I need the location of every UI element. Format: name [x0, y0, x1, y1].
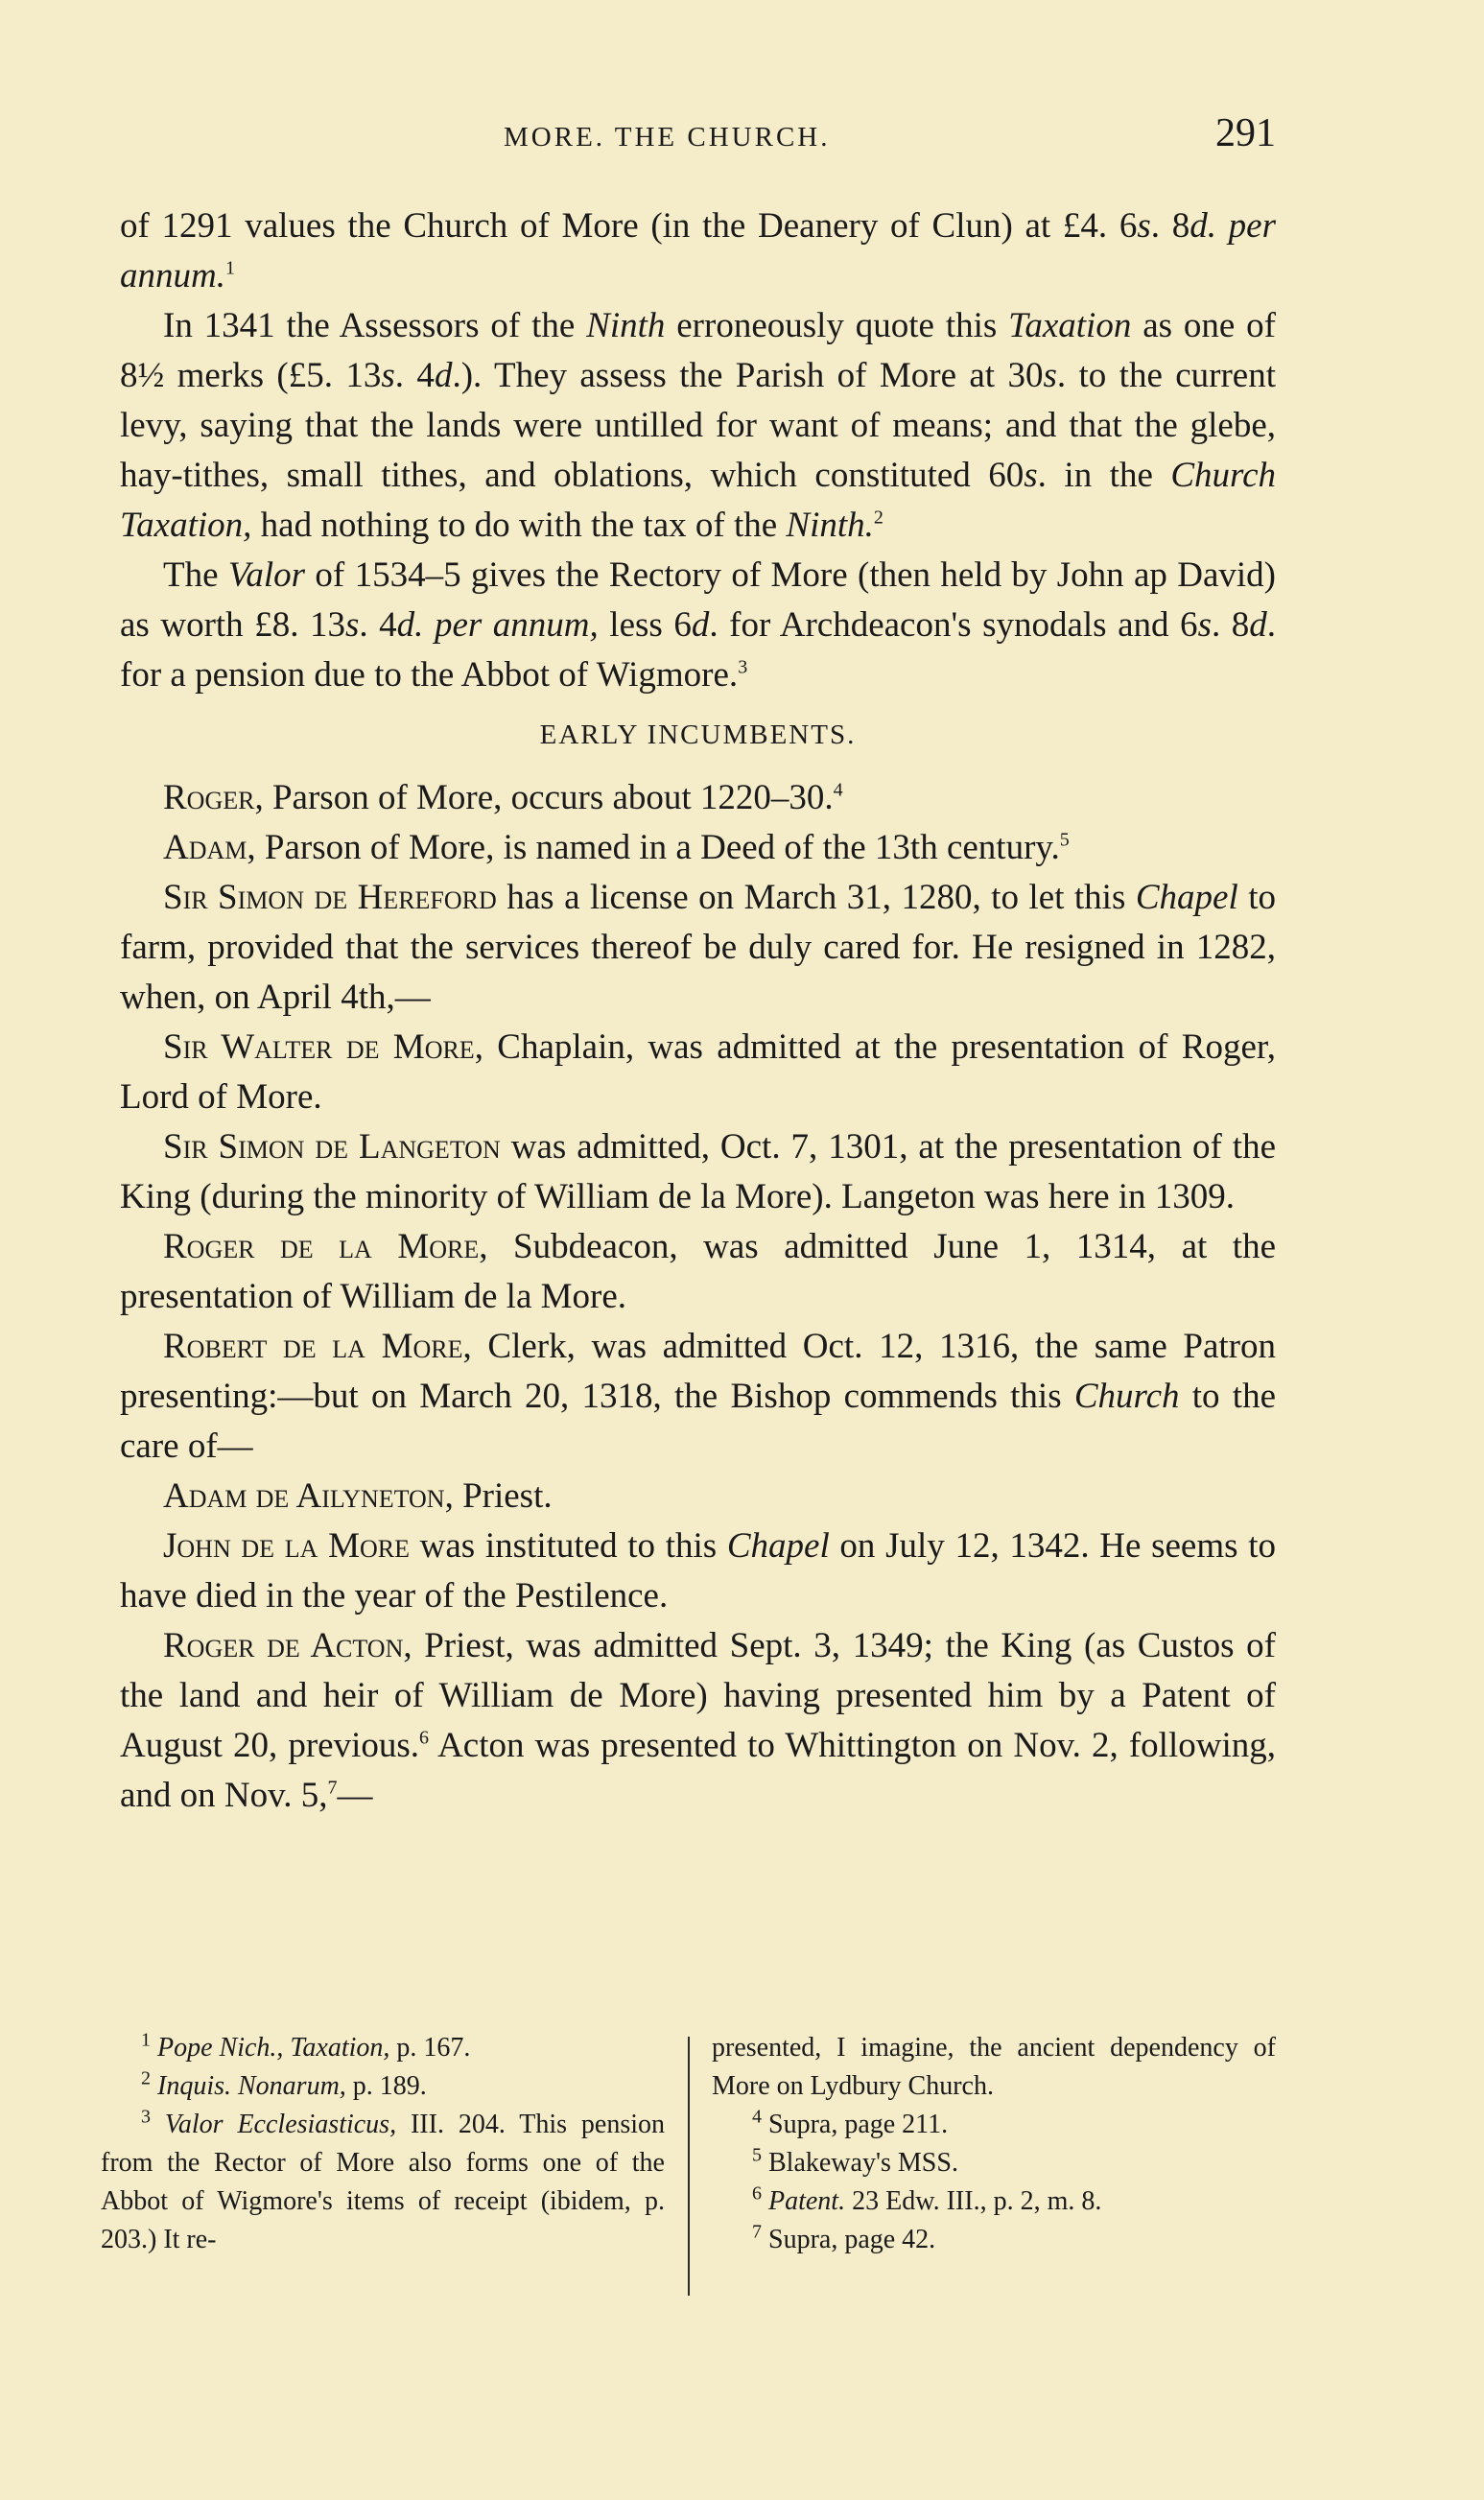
incumbent-entry: Roger, Parson of More, occurs about 1220–30.$^4$ — [163, 778, 843, 817]
running-title: MORE. THE CHURCH. — [504, 122, 831, 153]
incumbent-entry: Roger de Acton, Priest, was admitted Sept. 3, 1349; the King (as Custos of the land and heir of William de More) having presented him by a Patent of August 20, previous.$^6$ Acton was presented to Whittington on Nov. 2, following, and on Nov. 5,$^7$— — [120, 1626, 1276, 1815]
paragraph-taxation: of 1291 values the Church of More (in the Deanery of Clun) at £4. 6s. 8d. per annum.$^1$ — [120, 206, 1277, 295]
footnote-3-continued: presented, I imagine, the ancient dependency of More on Lydbury Church. — [712, 2033, 1276, 2101]
footnote-ref: 5 — [1059, 829, 1070, 851]
incumbent-entry: Roger de la More, Subdeacon, was admitted June 1, 1314, at the presentation of William de la More. — [120, 1227, 1277, 1316]
footnote-1: $^1$ Pope Nich., Taxation, p. 167. — [141, 2029, 471, 2063]
footnote-4: $^4$ Supra, page 211. — [752, 2106, 949, 2139]
footnote-3: $^3$ Valor Ecclesiasticus, III. 204. This pension from the Rector of More also forms one of the Abbot of Wigmore's items of receipt (ibidem, p. 203.) It re- — [101, 2106, 665, 2254]
paragraph-ninth: In 1341 the Assessors of the Ninth erroneously quote this Taxation as one of 8½ merks (£5. 13s. 4d.). They assess the Parish of More at 30s. to the current levy, saying that the lands were untilled for want of means; and that the glebe, hay-tithes, small tithes, and oblations, which constituted 60s. in the Church Taxation, had nothing to do with the tax of the Ninth.$^2$ — [120, 306, 1277, 545]
incumbent-name: John de la More — [163, 1526, 410, 1566]
incumbent-name: Roger, — [163, 778, 264, 817]
footnote-ref: 2 — [873, 507, 883, 529]
footnote-ref: 3 — [738, 656, 748, 678]
page-number: 291 — [1215, 111, 1276, 155]
footnote-7: $^7$ Supra, page 42. — [752, 2221, 936, 2254]
incumbent-entry: Adam de Ailyneton, Priest. — [163, 1476, 553, 1516]
incumbent-name: Robert de la More, — [163, 1327, 472, 1366]
footnote-column-divider — [688, 2037, 690, 2296]
footnote-6: $^6$ Patent. 23 Edw. III., p. 2, m. 8. — [752, 2182, 1102, 2216]
paragraph-valor: The Valor of 1534–5 gives the Rectory of More (then held by John ap David) as worth £8. 13s. 4d. per annum, less 6d. for Archdeacon's synodals and 6s. 8d. for a pension due to the Abbot of Wigmore.$^3$ — [120, 555, 1276, 695]
footnote-ref: 7 — [327, 1777, 338, 1799]
section-heading: EARLY INCUMBENTS. — [539, 719, 857, 750]
incumbent-entry: Sir Simon de Hereford has a license on March 31, 1280, to let this Chapel to farm, provided that the services thereof be duly cared for. He resigned in 1282, when, on April 4th,— — [120, 878, 1276, 1017]
running-head — [120, 110, 1276, 158]
incumbent-entry: Sir Walter de More, Chaplain, was admitted at the presentation of Roger, Lord of More. — [120, 1027, 1277, 1117]
incumbent-entry: Robert de la More, Clerk, was admitted Oct. 12, 1316, the same Patron presenting:—but on March 20, 1318, the Bishop commends this Church to the care of— — [120, 1327, 1276, 1466]
footnote-5: $^5$ Blakeway's MSS. — [752, 2144, 958, 2178]
incumbent-name: Roger de Acton, — [163, 1626, 412, 1665]
incumbent-name: Sir Simon de Hereford — [163, 878, 497, 917]
incumbent-entry: John de la More was instituted to this Chapel on July 12, 1342. He seems to have died in the year of the Pestilence. — [120, 1526, 1276, 1616]
footnote-ref: 4 — [833, 779, 843, 801]
footnotes-right-column — [712, 2029, 1276, 2259]
footnotes-left-column — [101, 2029, 665, 2259]
footnote-ref: 1 — [224, 257, 235, 279]
incumbent-name: Roger de la More, — [163, 1227, 488, 1266]
incumbent-entry: Adam, Parson of More, is named in a Deed of the 13th century.$^5$ — [163, 828, 1070, 867]
incumbent-name: Adam, — [163, 828, 256, 867]
footnote-2: $^2$ Inquis. Nonarum, p. 189. — [141, 2067, 427, 2101]
incumbent-name: Sir Walter de More, — [163, 1027, 483, 1067]
incumbent-name: Adam de Ailyneton, — [163, 1476, 454, 1516]
incumbent-name: Sir Simon de Langeton — [163, 1127, 501, 1167]
body-text — [120, 201, 1276, 1821]
incumbent-entry: Sir Simon de Langeton was admitted, Oct. 7, 1301, at the presentation of the King (during the minority of William de la More). Langeton was here in 1309. — [120, 1127, 1276, 1216]
footnote-ref: 6 — [419, 1727, 430, 1749]
